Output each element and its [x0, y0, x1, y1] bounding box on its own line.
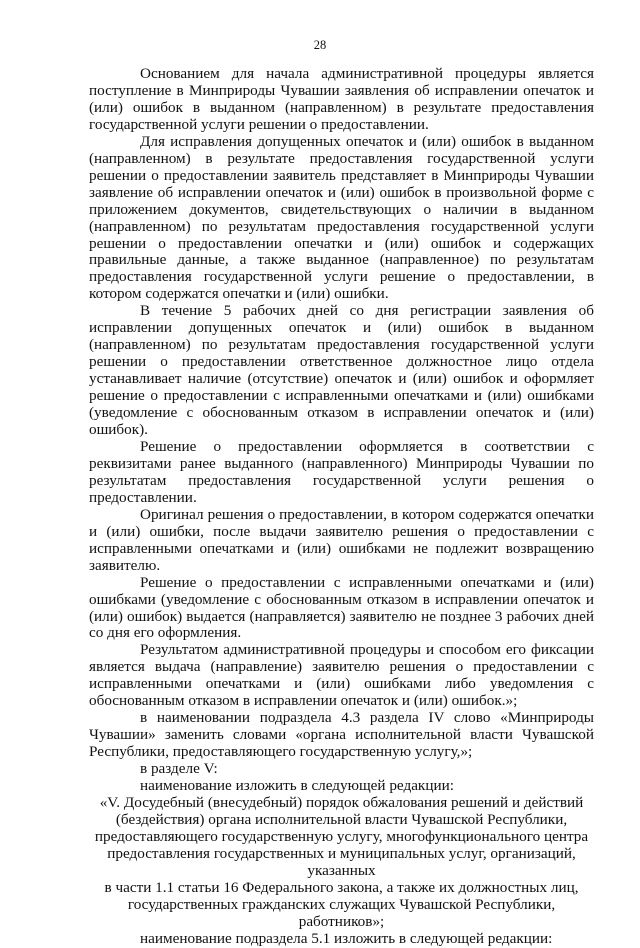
- paragraph-correction-request: Для исправления допущенных опечаток и (или) ошибок в выданном (направленном) в результате предоставления государственной услуги решении о предоставлении заявитель представляет в Минприроды Чувашии заявление об исправлении опечаток и (или) ошибок в произвольной форме с приложением документов, свидетельствующих о наличии в выданном (направленном) по результатам предоставления государственной услуги решении о предоставлении опечатки и (или) ошибок и содержащих правильные данные, а также выданное (направленное) по результатам предоставления государственной услуги решение о предоставлении, в котором содержатся опечатки и (или) ошибки.: [89, 132, 594, 303]
- section-v-label: в разделе V:: [140, 760, 218, 778]
- page-number: 28: [313, 38, 327, 52]
- heading-line: государственных гражданских служащих Чувашской Республики, работников»;: [127, 895, 556, 930]
- paragraph-procedure-result: Результатом административной процедуры и способом его фиксации является выдача (направление) заявителю решения о предоставлении с исправленными опечатками и (или) ошибками либо уведомления с обоснованным отказом в исправлении опечаток и (или) ошибок.»;: [89, 641, 594, 710]
- paragraph-review-period: В течение 5 рабочих дней со дня регистрации заявления об исправлении допущенных опечаток и (или) ошибок в выданном (направленном) по результатам предоставления государственной услуги решении о предоставлении ответственное должностное лицо отдела устанавливает наличие (отсутствие) опечаток и (или) ошибок и оформляет решение о предоставлении с исправленными опечатками и (или) ошибками (уведомление с обоснованным отказом в исправлении опечаток и (или) ошибок).: [89, 302, 594, 439]
- paragraph-issue-deadline: Решение о предоставлении с исправленными опечатками и (или) ошибками (уведомление с обоснованным отказом в исправлении опечаток и (или) ошибок) выдается (направляется) заявителю не позднее 3 рабочих дней со дня его оформления.: [89, 573, 594, 642]
- heading-line: «V. Досудебный (внесудебный) порядок обжалования решений и действий: [99, 793, 584, 811]
- rename-instruction: наименование изложить в следующей редакции:: [140, 777, 454, 795]
- paragraph-original-decision: Оригинал решения о предоставлении, в котором содержатся опечатки и (или) ошибки, после выдачи заявителю решения о предоставлении с исправленными опечатками и (или) ошибками не подлежит возвращению заявителю.: [89, 505, 594, 574]
- heading-line: предоставления государственных и муниципальных услуг, организаций, указанных: [107, 844, 576, 879]
- document-body: [89, 66, 594, 948]
- new-section-heading: [89, 795, 594, 931]
- heading-line: (бездействия) органа исполнительной власти Чувашской Республики,: [115, 810, 568, 828]
- heading-line: в части 1.1 статьи 16 Федерального закона, а также их должностных лиц,: [104, 878, 579, 896]
- paragraph-basis: Основанием для начала административной процедуры является поступление в Минприроды Чувашии заявления об исправлении опечаток и (или) ошибок в выданном (направленном) в результате предоставления государственной услуги решении о предоставлении.: [89, 65, 594, 133]
- paragraph-subsection-4-3: в наименовании подраздела 4.3 раздела IV слово «Минприроды Чувашии» заменить словами «органа исполнительной власти Чувашской Республики, предоставляющего государственную услугу,»;: [89, 709, 594, 761]
- heading-line: предоставляющего государственную услугу, многофункционального центра: [94, 827, 589, 845]
- paragraph-decision-format: Решение о предоставлении оформляется в соответствии с реквизитами ранее выданного (направленного) Минприроды Чувашии по результатам предоставления государственной услуги решения о предоставлении.: [89, 437, 594, 506]
- subsection-5-1-instruction: наименование подраздела 5.1 изложить в следующей редакции:: [140, 929, 553, 947]
